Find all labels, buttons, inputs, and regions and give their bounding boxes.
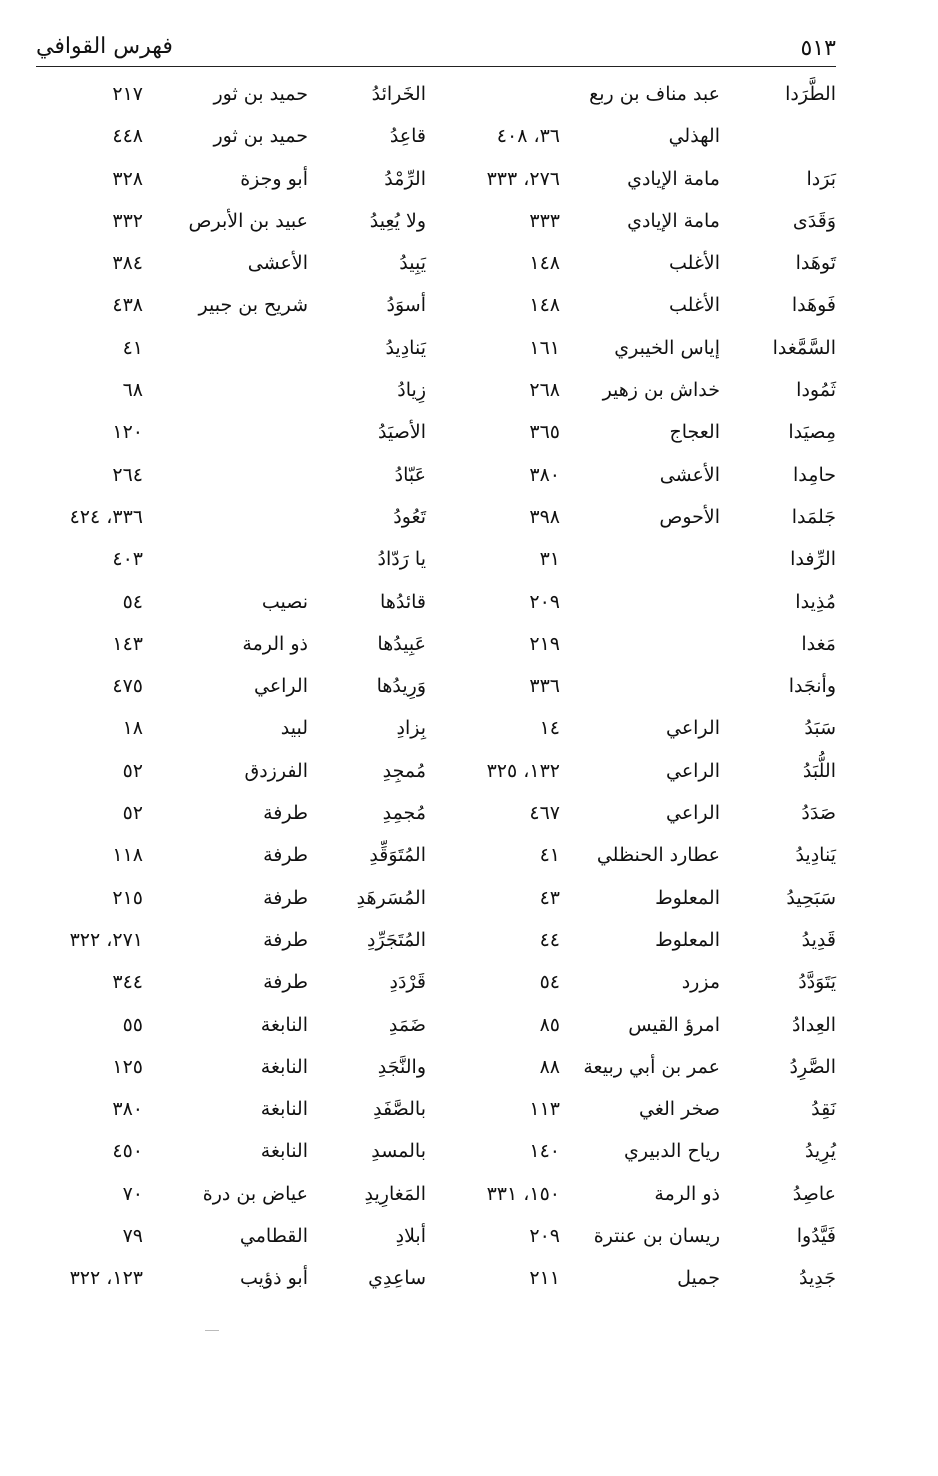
index-row	[0, 707, 938, 749]
rhyme-entry: يَتَوَدَّدُ	[798, 971, 836, 994]
rhyme-entry: السَّمَّغدا	[772, 336, 836, 359]
index-row	[0, 1004, 938, 1046]
page-refs: ٣٦٥	[529, 421, 560, 444]
page-refs: ٣٩٨	[529, 505, 560, 528]
poet-name: العجاج	[669, 421, 720, 444]
rhyme-entry: مُذِيدا	[795, 590, 836, 613]
page-refs: ١١٣	[529, 1098, 560, 1121]
rhyme-entry: تَعُودُ	[393, 505, 426, 528]
running-title: فهرس القوافي	[36, 34, 173, 59]
rhyme-entry: وَقَدَى	[792, 209, 836, 232]
page-refs: ٥٤	[539, 971, 560, 994]
poet-name: مامة الإيادي	[627, 167, 720, 190]
poet-name: امرؤ القيس	[628, 1013, 720, 1036]
page-refs: ٢٦٨	[529, 379, 560, 402]
page-refs: ٤٦٧	[529, 802, 560, 825]
page-refs: ٧٩	[122, 1225, 143, 1248]
rhyme-entry: وَرِيدُها	[376, 675, 426, 698]
index-row	[0, 411, 938, 453]
page-refs: ١٤٨	[529, 252, 560, 275]
index-row	[0, 1046, 938, 1088]
rhyme-entry: الصَّرِدُ	[789, 1055, 836, 1078]
index-row	[0, 665, 938, 707]
page-refs: ٥٤	[122, 590, 143, 613]
index-row	[0, 369, 938, 411]
page-number: ٥١٣	[800, 36, 836, 61]
page-refs: ٤٥٠	[112, 1140, 143, 1163]
rhyme-entry: أبلادِ	[395, 1225, 426, 1248]
poet-name: المعلوط	[655, 928, 720, 951]
rhyme-entry: بَرَدا	[806, 167, 836, 190]
poet-name: الراعي	[665, 759, 720, 782]
rhyme-entry: سَبَدُ	[804, 717, 836, 740]
rhyme-entry: قائدُها	[380, 590, 426, 613]
page-refs: ١٢٠	[112, 421, 143, 444]
index-row	[0, 1215, 938, 1257]
poet-name: الراعي	[665, 717, 720, 740]
poet-name: عمر بن أبي ربيعة	[583, 1055, 720, 1078]
poet-name: رياح الدبيري	[624, 1140, 720, 1163]
poet-name: طرفة	[263, 886, 308, 909]
rhyme-entry: جَلمَدا	[791, 505, 836, 528]
page-refs: ١٢٥	[112, 1055, 143, 1078]
index-row	[0, 581, 938, 623]
index-row	[0, 1173, 938, 1215]
poet-name: الأحوص	[659, 505, 720, 528]
page-refs: ١٤٨	[529, 294, 560, 317]
poet-name: عياض بن درة	[202, 1182, 308, 1205]
rhyme-entry: ساعِدِي	[368, 1267, 426, 1290]
page-refs: ٣٣٣	[529, 209, 560, 232]
rhyme-entry: فَوهَدا	[791, 294, 836, 317]
page-refs: ٥٥	[122, 1013, 143, 1036]
index-row	[0, 1130, 938, 1172]
page-refs: ٣١	[539, 548, 560, 571]
page-refs: ١٤٣	[112, 632, 143, 655]
index-row	[0, 454, 938, 496]
rhyme-entry: بالصَّفَدِ	[373, 1098, 426, 1121]
index-row	[0, 115, 938, 157]
index-row	[0, 242, 938, 284]
page-refs: ١٨	[122, 717, 143, 740]
page-refs: ٤٣٨	[112, 294, 143, 317]
page-refs: ٢٠٩	[529, 590, 560, 613]
index-row	[0, 200, 938, 242]
page-refs: ١٤	[539, 717, 560, 740]
page-refs: ٢٦٤	[112, 463, 143, 486]
poet-name: ذو الرمة	[242, 632, 308, 655]
rhyme-entry: بالمسدِ	[371, 1140, 426, 1163]
page-refs: ٤٧٥	[112, 675, 143, 698]
page-refs: ٢٠٩	[529, 1225, 560, 1248]
index-row	[0, 1257, 938, 1299]
rhyme-entry: قَدِيدُ	[801, 928, 836, 951]
poet-name: إياس الخيبري	[614, 336, 720, 359]
rhyme-entry: مُمجِدِ	[382, 759, 426, 782]
poet-name: الأعشى	[659, 463, 720, 486]
page-refs: ٣٨٠	[529, 463, 560, 486]
page-refs: ٨٨	[539, 1055, 560, 1078]
rhyme-entry: يَبِيدُ	[399, 252, 426, 275]
rhyme-entry: بِزادِ	[396, 717, 426, 740]
rhyme-entry: الرِّمْدُ	[384, 167, 426, 190]
poet-name: الأغلب	[669, 294, 720, 317]
poet-name: الهذلي	[668, 125, 720, 148]
poet-name: المعلوط	[655, 886, 720, 909]
page-refs: ٢٧١، ٣٢٢	[69, 928, 143, 951]
rhyme-entry: وأنجَدا	[788, 675, 836, 698]
rhyme-entry: والنَّجَدِ	[377, 1055, 426, 1078]
rhyme-entry: ضَمَدِ	[388, 1013, 426, 1036]
index-row	[0, 919, 938, 961]
poet-name: طرفة	[263, 928, 308, 951]
poet-name: لبيد	[280, 717, 308, 740]
rhyme-entry: قاعِدُ	[389, 125, 426, 148]
page-refs: ٣٤٤	[112, 971, 143, 994]
rhyme-entry: مِصيَدا	[788, 421, 836, 444]
index-row	[0, 73, 938, 115]
page-refs: ٧٠	[122, 1182, 143, 1205]
rhyme-entry: يا رَدّادُ	[377, 548, 426, 571]
index-row	[0, 834, 938, 876]
page-refs: ٤١	[539, 844, 560, 867]
index-row	[0, 877, 938, 919]
rhyme-entry: عاصِدُ	[792, 1182, 836, 1205]
index-row	[0, 961, 938, 1003]
page-refs: ٤٠٣	[112, 548, 143, 571]
poet-name: النابغة	[260, 1055, 308, 1078]
page-refs: ٣٨٤	[112, 252, 143, 275]
rhyme-entry: حامِدا	[793, 463, 836, 486]
rhyme-entry: يَنادِيدُ	[795, 844, 836, 867]
poet-name: مزرد	[681, 971, 720, 994]
rhyme-entry: صَدَدُ	[801, 802, 836, 825]
rhyme-entry: سَبَحِيدُ	[786, 886, 836, 909]
index-row	[0, 496, 938, 538]
poet-name: النابغة	[260, 1013, 308, 1036]
rhyme-entry: الأصيَدُ	[378, 421, 426, 444]
rhyme-entry: الخَرائدُ	[371, 83, 426, 105]
poet-name: جميل	[677, 1267, 720, 1290]
page-refs: ٣٦، ٤٠٨	[496, 125, 560, 148]
page-refs: ٤١	[122, 336, 143, 359]
page-refs: ٥٢	[122, 759, 143, 782]
poet-name: طرفة	[263, 802, 308, 825]
rhyme-entry: تَوهَدا	[795, 252, 836, 275]
footer-mark	[205, 1330, 219, 1331]
rhyme-entry: المُتَجَرِّدِ	[367, 928, 426, 951]
rhyme-entry: مَغدا	[801, 632, 836, 655]
page-refs: ٥٢	[122, 802, 143, 825]
page-refs: ٢٧٦، ٣٣٣	[486, 167, 560, 190]
page-refs: ٢١١	[529, 1267, 560, 1290]
page-refs: ٢١٧	[112, 83, 143, 105]
index-row	[0, 792, 938, 834]
index-row	[0, 750, 938, 792]
page-refs: ٤٣	[539, 886, 560, 909]
rhyme-entry: ولا يُعِيدُ	[369, 209, 426, 232]
page-refs: ١٣٢، ٣٢٥	[486, 759, 560, 782]
page-refs: ١٤٠	[529, 1140, 560, 1163]
page-refs: ٨٥	[539, 1013, 560, 1036]
index-row	[0, 284, 938, 326]
rhyme-entry: عَبِيدُها	[377, 632, 426, 655]
index-row	[0, 1088, 938, 1130]
poet-name: حميد بن ثور	[213, 83, 308, 105]
poet-name: أبو وجزة	[240, 167, 308, 190]
page-refs: ٣٣٦، ٤٢٤	[69, 505, 143, 528]
poet-name: شريح بن جبير	[198, 294, 308, 317]
rhyme-entry: مُجمِدِ	[382, 802, 426, 825]
rhyme-entry: يَنادِيدُ	[385, 336, 426, 359]
rhyme-entry: نَقِدُ	[811, 1098, 836, 1121]
poet-name: الراعي	[665, 802, 720, 825]
poet-name: عطارد الحنظلي	[596, 844, 720, 867]
rhyme-entry: يُرِيدُ	[804, 1140, 836, 1163]
poet-name: الأعشى	[247, 252, 308, 275]
index-row	[0, 538, 938, 580]
rhyme-entry: الطَّرَدا	[785, 83, 836, 105]
rhyme-entry: زِيادُ	[397, 379, 426, 402]
poet-name: ذو الرمة	[654, 1182, 720, 1205]
poet-name: طرفة	[263, 971, 308, 994]
poet-name: مامة الإيادي	[627, 209, 720, 232]
poet-name: نصيب	[261, 590, 308, 613]
page-refs: ٤٤٨	[112, 125, 143, 148]
rhyme-entry: العِدادُ	[792, 1013, 836, 1036]
page-refs: ٦٨	[122, 379, 143, 402]
rhyme-entry: أسوَدُ	[386, 294, 426, 317]
rhyme-index-list	[0, 73, 938, 1300]
rhyme-entry: جَدِيدُ	[799, 1267, 836, 1290]
poet-name: النابغة	[260, 1098, 308, 1121]
page-refs: ٣٣٢	[112, 209, 143, 232]
poet-name: الفرزدق	[244, 759, 308, 782]
page-refs: ٣٨٠	[112, 1098, 143, 1121]
page-refs: ٣٣٦	[529, 675, 560, 698]
page-refs: ١٥٠، ٣٣١	[486, 1182, 560, 1205]
rhyme-entry: المُسَرهَدِ	[356, 886, 426, 909]
page-refs: ٢١٩	[529, 632, 560, 655]
poet-name: عبد مناف بن ربع	[589, 83, 720, 105]
poet-name: عبيد بن الأبرص	[188, 209, 308, 232]
page-refs: ١٦١	[529, 336, 560, 359]
index-row	[0, 327, 938, 369]
poet-name: أبو ذؤيب	[239, 1267, 308, 1290]
rhyme-entry: المُتَوَقِّدِ	[369, 844, 426, 867]
poet-name: النابغة	[260, 1140, 308, 1163]
index-row	[0, 623, 938, 665]
page-refs: ١٢٣، ٣٢٢	[69, 1267, 143, 1290]
poet-name: القطامي	[239, 1225, 308, 1248]
rhyme-entry: فَيَّدُوا	[796, 1225, 836, 1248]
page-refs: ٤٤	[539, 928, 560, 951]
rhyme-entry: المَغارِيدِ	[364, 1182, 426, 1205]
page-refs: ٢١٥	[112, 886, 143, 909]
poet-name: ريسان بن عنترة	[593, 1225, 720, 1248]
poet-name: حميد بن ثور	[213, 125, 308, 148]
page-refs: ٣٢٨	[112, 167, 143, 190]
index-row	[0, 158, 938, 200]
rhyme-entry: ثَمُودا	[796, 379, 836, 402]
poet-name: الراعي	[253, 675, 308, 698]
rhyme-entry: قَرْدَدِ	[389, 971, 426, 994]
rhyme-entry: الرِّفدا	[790, 548, 836, 571]
page-refs: ١١٨	[112, 844, 143, 867]
poet-name: صخر الغي	[639, 1098, 720, 1121]
poet-name: طرفة	[263, 844, 308, 867]
header-rule	[36, 66, 836, 67]
poet-name: خداش بن زهير	[602, 379, 720, 402]
rhyme-entry: اللُّبَدُ	[802, 759, 836, 782]
poet-name: الأغلب	[669, 252, 720, 275]
running-header	[36, 30, 836, 64]
rhyme-entry: عَبّادُ	[394, 463, 426, 486]
